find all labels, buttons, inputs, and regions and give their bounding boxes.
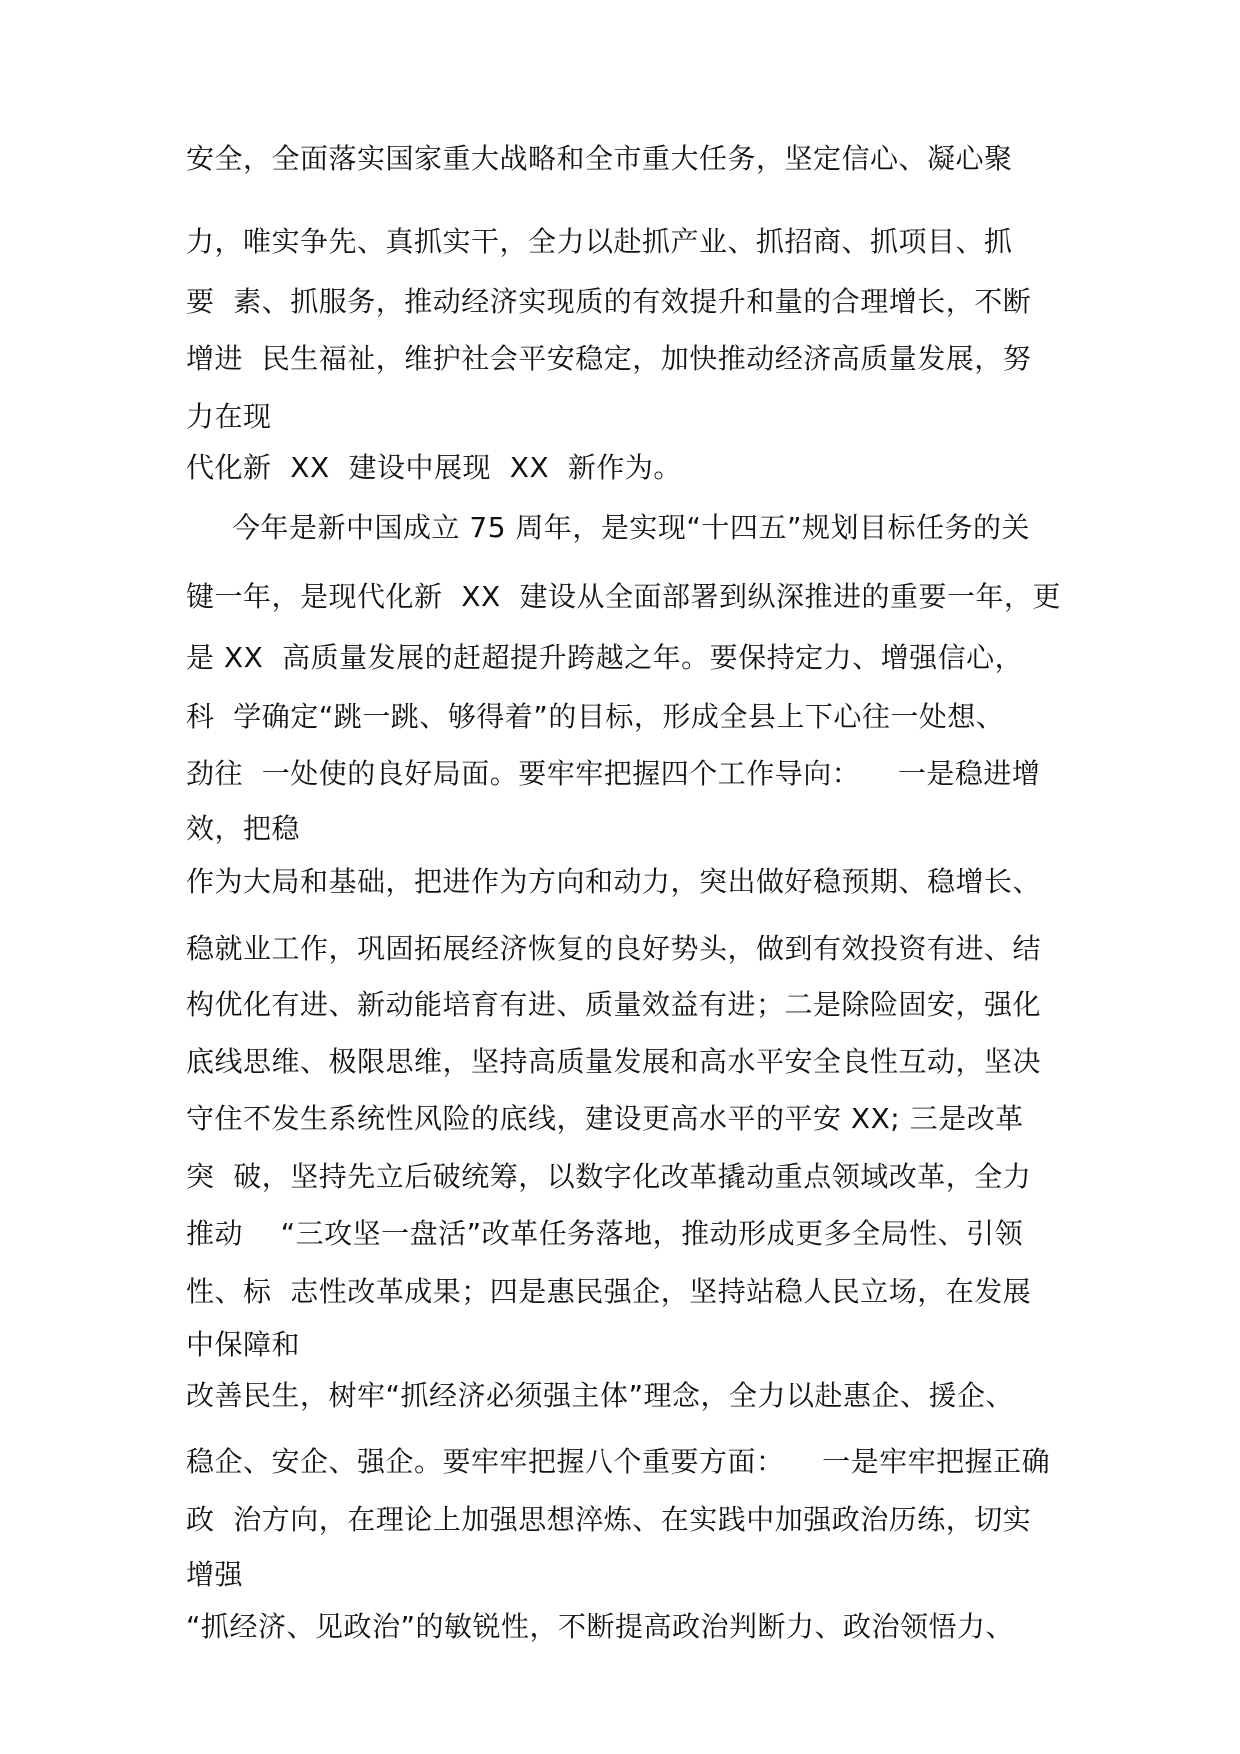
text-line: 力，唯实争先、真抓实干，全力以赴抓产业、抓招商、抓项目、抓 (186, 225, 1013, 258)
text-line: 改善民生，树牢“抓经济必须强主体”理念，全力以赴惠企、援企、 (186, 1379, 1015, 1412)
text-line: 守住不发生系统性风险的底线，建设更高水平的平安 XX; 三是改革 (186, 1102, 1024, 1135)
text-line: 突 破，坚持先立后破统筹，以数字化改革撬动重点领域改革，全力 (186, 1160, 1032, 1193)
text-line: 力在现 (186, 400, 272, 433)
text-line: 增强 (186, 1558, 244, 1591)
text-line: 科 学确定“跳一跳、够得着”的目标，形成全县上下心往一处想、 (186, 700, 1005, 733)
text-line: 作为大局和基础，把进作为方向和动力，突出做好稳预期、稳增长、 (186, 865, 1042, 898)
text-line: 增进 民生福祉，维护社会平安稳定，加快推动经济高质量发展，努 (186, 342, 1032, 375)
text-line: 代化新 XX 建设中展现 XX 新作为。 (186, 451, 682, 484)
text-line: 是 XX 高质量发展的赶超提升跨越之年。要保持定力、增强信心， (186, 641, 1024, 674)
text-line: 底线思维、极限思维，坚持高质量发展和高水平安全良性互动，坚决 (186, 1045, 1042, 1078)
text-line: 键一年，是现代化新 XX 建设从全面部署到纵深推进的重要一年，更 (186, 580, 1061, 613)
text-line: 政 治方向，在理论上加强思想淬炼、在实践中加强政治历练，切实 (186, 1503, 1032, 1536)
text-line: “抓经济、见政治”的敏锐性，不断提高政治判断力、政治领悟力、 (186, 1610, 1015, 1643)
text-line: 效，把稳 (186, 812, 301, 845)
text-line: 要 素、抓服务，推动经济实现质的有效提升和量的合理增长，不断 (186, 285, 1032, 318)
text-line: 性、标 志性改革成果；四是惠民强企，坚持站稳人民立场，在发展 (186, 1275, 1032, 1308)
text-line: 稳企、安企、强企。要牢牢把握八个重要方面： 一是牢牢把握正确 (186, 1445, 1051, 1478)
text-line: 稳就业工作，巩固拓展经济恢复的良好势头，做到有效投资有进、结 (186, 932, 1042, 965)
text-line: 构优化有进、新动能培育有进、质量效益有进；二是除险固安，强化 (186, 988, 1042, 1021)
text-line: 今年是新中国成立 75 周年，是实现“十四五”规划目标任务的关 (232, 511, 1030, 544)
text-line: 中保障和 (186, 1328, 301, 1361)
text-line: 安全，全面落实国家重大战略和全市重大任务，坚定信心、凝心聚 (186, 142, 1013, 175)
text-line: 推动 “三攻坚一盘活”改革任务落地，推动形成更多全局性、引领 (186, 1217, 1024, 1250)
text-line: 劲往 一处使的良好局面。要牢牢把握四个工作导向： 一是稳进增 (186, 757, 1041, 790)
